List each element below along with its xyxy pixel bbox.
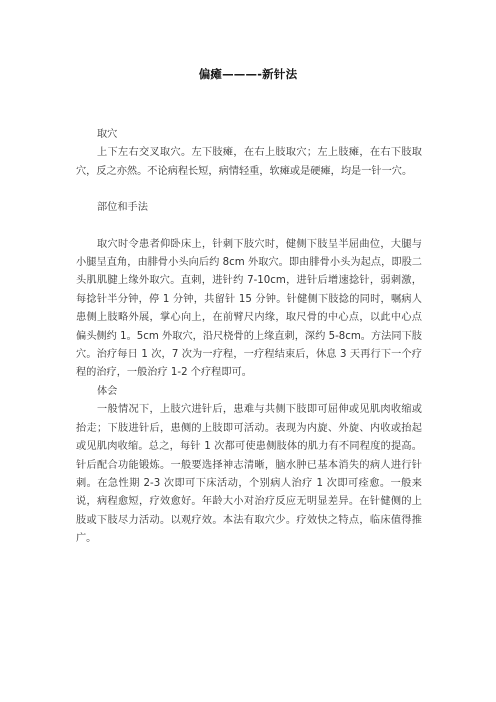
section-paragraph-method: 取穴时令患者仰卧床上，针刺下肢穴时，健侧下肢呈半屈曲位，大腿与小腿呈直角，由腓骨小头向后约 8cm 外取穴。即由腓骨小头为起点，即股二头肌肌腱上缘外取穴。直刺，进针约 7-10cm，进针后增速捻针，弱刺激，每捻针半分钟，停 1 分钟，共留针 15 分钟。针健侧下肢捻的同时，嘱病人患侧上肢略外展，掌心向上，在前臂尺内缘，取尺骨的中心点，以此中心点偏头侧约 1。5cm 外取穴，沿尺桡骨的上缘直刺，深约 5-8cm。方法同下肢穴。治疗每日 1 次，7 次为一疗程，一疗程结束后，休息 3 天再行下一个疗程的治疗，一般治疗 1-2 个疗程即可。 [76,238,422,379]
section-paragraph-experience: 一般情况下，上肢穴进针后，患难与共侧下肢即可屈伸或见肌肉收缩或抬走；下肢进针后，患侧的上肢即可活动。表现为内旋、外旋、内收或抬起或见肌肉收缩。总之，每针 1 次都可使患侧肢体的肌力有不同程度的提高。针后配合功能锻炼。一般要选择神志清晰，脑水肿已基本消失的病人进行针刺。在急性期 2-3 次即可下床活动，个别病人治疗 1 次即可痊愈。一般来说，病程愈短，疗效愈好。年龄大小对治疗反应无明显差异。在针健侧的上肢或下肢尽力活动。以观疗效。本法有取穴少。疗效快之特点，临床值得推广。 [76,404,422,545]
document-title: 偏瘫———-新针法 [198,67,298,81]
document-body [76,126,422,549]
section-heading-acupoint: 取穴 [97,129,118,140]
section-heading-method: 部位和手法 [97,202,148,214]
section-gap [76,218,422,236]
section-gap [76,181,422,199]
section-heading-experience: 体会 [97,385,118,397]
section-paragraph-acupoint: 上下左右交叉取穴。左下肢瘫，在右上肢取穴；左上肢瘫，在右下肢取穴，反之亦然。不论病程长短，病情轻重，软瘫或是硬瘫，均是一针一穴。 [76,147,422,177]
